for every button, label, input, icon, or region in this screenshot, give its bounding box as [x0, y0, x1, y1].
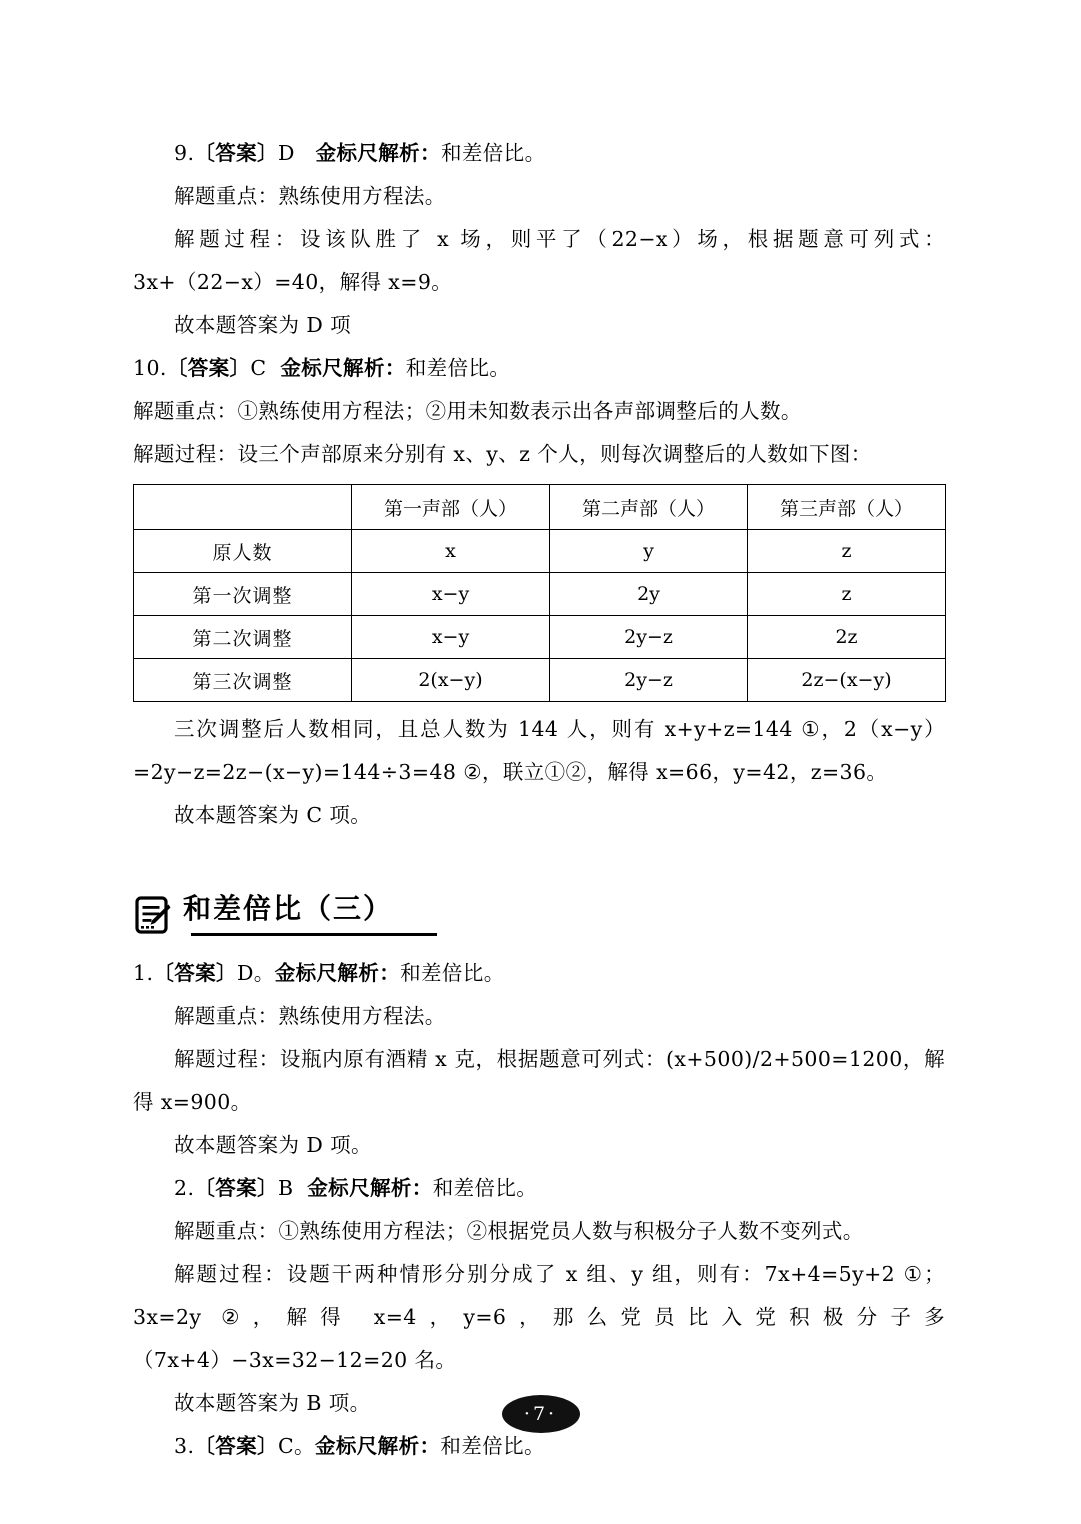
section-title-wrap: [183, 887, 393, 936]
table-cell: x−y: [352, 616, 550, 659]
table-header-cell-0: [134, 485, 352, 530]
q9-analysis-label: 金标尺解析：: [315, 141, 441, 165]
answer-line-s1: [133, 952, 945, 995]
table-cell: x: [352, 530, 550, 573]
section-title: 和差倍比（三）: [183, 892, 394, 925]
table-header-cell-3: 第三声部（人）: [748, 485, 946, 530]
s2-conclusion: 故本题答案为 B 项。: [174, 1391, 371, 1415]
q9-answer-bracket: 〔答案〕: [194, 141, 278, 165]
s2-answer-letter: B: [277, 1176, 294, 1200]
q10-analysis-label: 金标尺解析：: [280, 356, 406, 380]
s2-key-point: 解题重点：①熟练使用方程法；②根据党员人数与积极分子人数不变列式。: [174, 1219, 864, 1243]
page-number-badge: ·7·: [502, 1395, 580, 1433]
q10-topic: 和差倍比。: [405, 356, 511, 380]
q9-key-point: 解题重点：熟练使用方程法。: [174, 184, 446, 208]
s3-answer-letter: C。: [277, 1434, 315, 1458]
q10-derivation: 三次调整后人数相同，且总人数为 144 人，则有 x+y+z=144 ①，2（x−y）=2y−z=2z−(x−y)=144÷3=48 ②，联立①②，解得 x=66，y=42，z=36。: [133, 717, 945, 784]
page-content: [133, 132, 945, 1468]
table-row: [134, 530, 946, 573]
table-header-cell-2: 第二声部（人）: [550, 485, 748, 530]
table-cell: 2y: [550, 573, 748, 616]
table-cell: 2z−(x−y): [748, 659, 946, 702]
table-row-label: 第一次调整: [134, 573, 352, 616]
s1-conclusion: 故本题答案为 D 项。: [174, 1133, 372, 1157]
table-row-label: 第三次调整: [134, 659, 352, 702]
table-row-label: 原人数: [134, 530, 352, 573]
table-row: [134, 616, 946, 659]
voice-part-table: [133, 484, 946, 702]
section-underline: [191, 933, 437, 936]
q10-key-point: 解题重点：①熟练使用方程法；②用未知数表示出各声部调整后的人数。: [133, 399, 802, 423]
table-row: [134, 659, 946, 702]
table-cell: 2y−z: [550, 659, 748, 702]
section-heading: [133, 887, 945, 936]
s1-solution-process: 解题过程：设瓶内原有酒精 x 克，根据题意可列式：(x+500)/2+500=1200，解得 x=900。: [133, 1047, 945, 1114]
table-cell: x−y: [352, 573, 550, 616]
q9-answer-letter: D: [277, 141, 295, 165]
table-row: [134, 573, 946, 616]
s1-answer-letter: D。: [236, 961, 275, 985]
q9-topic: 和差倍比。: [440, 141, 546, 165]
table-cell: 2y−z: [550, 616, 748, 659]
table-cell: 2z: [748, 616, 946, 659]
table-header-cell-1: 第一声部（人）: [352, 485, 550, 530]
s2-analysis-label: 金标尺解析：: [307, 1176, 433, 1200]
q10-answer-bracket: 〔答案〕: [166, 356, 251, 380]
q10-number: 10.: [133, 356, 167, 380]
s2-solution-process: 解题过程：设题干两种情形分别分成了 x 组、y 组，则有：7x+4=5y+2 ①；3x=2y ②，解得 x=4，y=6，那么党员比入党积极分子多（7x+4）−3x=32−12=20 名。: [133, 1262, 945, 1372]
answer-line-s2: [133, 1167, 945, 1210]
q10-answer-letter: C: [250, 356, 267, 380]
s2-answer-bracket: 〔答案〕: [194, 1176, 278, 1200]
s3-topic: 和差倍比。: [440, 1434, 545, 1458]
s1-topic: 和差倍比。: [400, 961, 505, 985]
table-header-row: [134, 485, 946, 530]
s3-analysis-label: 金标尺解析：: [314, 1434, 441, 1458]
table-cell: z: [748, 530, 946, 573]
voice-part-table-wrapper: [133, 484, 945, 702]
s1-key-point: 解题重点：熟练使用方程法。: [174, 1004, 446, 1028]
s2-topic: 和差倍比。: [432, 1176, 538, 1200]
table-row-label: 第二次调整: [134, 616, 352, 659]
s2-number: 2.: [174, 1176, 195, 1200]
answer-line-q10: [133, 347, 945, 390]
s1-number: 1.: [133, 961, 154, 985]
s3-answer-bracket: 〔答案〕: [194, 1434, 278, 1458]
s1-answer-bracket: 〔答案〕: [153, 961, 237, 985]
q10-conclusion: 故本题答案为 C 项。: [174, 803, 372, 827]
clipboard-pen-icon: [135, 896, 171, 934]
q9-number: 9.: [174, 141, 195, 165]
q9-solution-process: 解题过程：设该队胜了 x 场，则平了（22−x）场，根据题意可列式：3x+（22−x）=40，解得 x=9。: [133, 227, 945, 294]
table-cell: z: [748, 573, 946, 616]
q10-solution-process: 解题过程：设三个声部原来分别有 x、y、z 个人，则每次调整后的人数如下图：: [133, 442, 872, 466]
table-cell: 2(x−y): [352, 659, 550, 702]
s1-analysis-label: 金标尺解析：: [274, 961, 401, 985]
s3-number: 3.: [174, 1434, 195, 1458]
q9-conclusion: 故本题答案为 D 项: [174, 313, 351, 337]
table-cell: y: [550, 530, 748, 573]
page-footer: [0, 1395, 1081, 1433]
answer-line-q9: [133, 132, 945, 175]
